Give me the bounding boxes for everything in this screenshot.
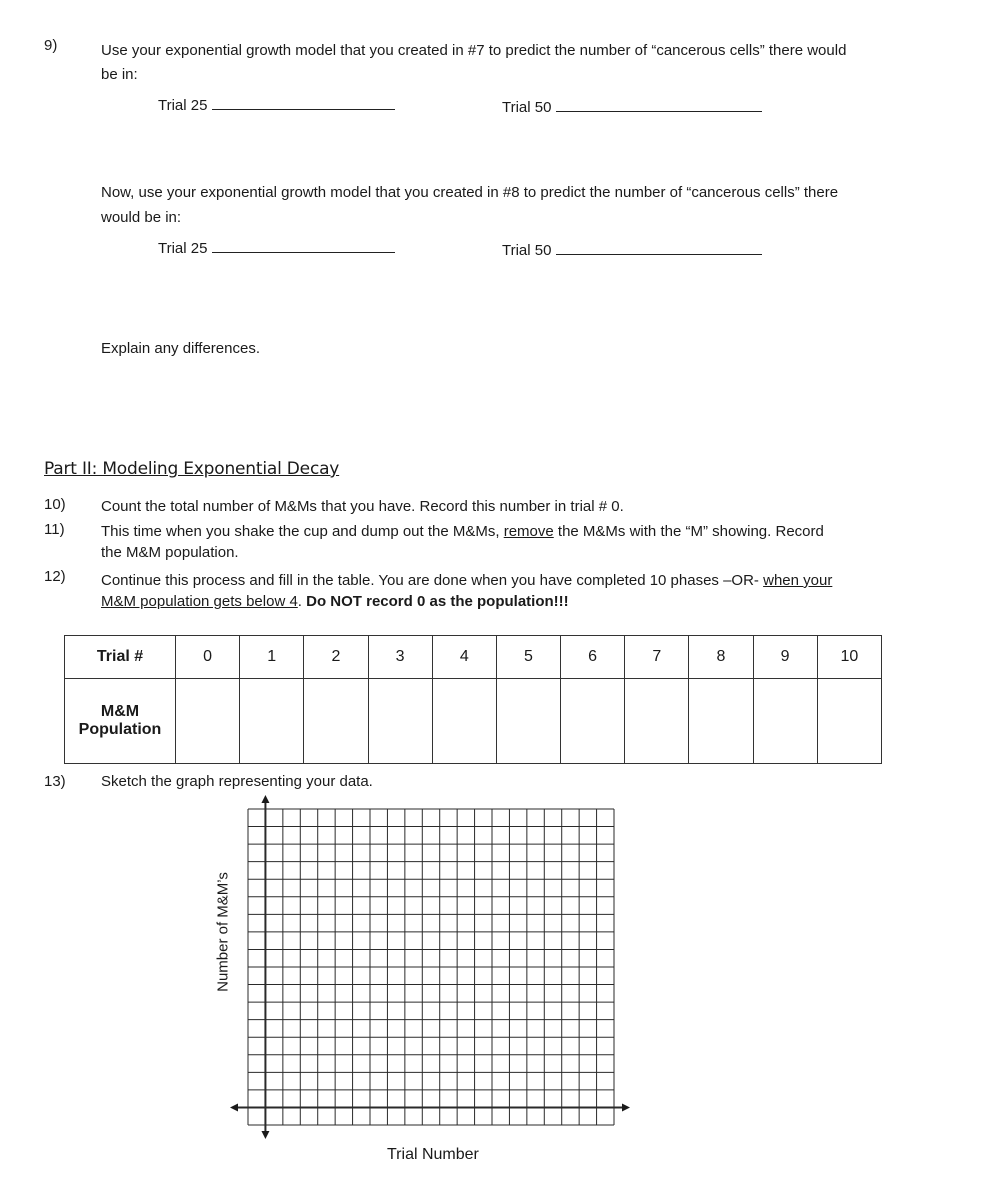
trial-cell: 7 [625, 636, 689, 679]
trial-25b-label [158, 238, 395, 257]
population-input-cell[interactable] [176, 679, 240, 764]
trial-50b-answer-blank[interactable] [556, 240, 762, 255]
trial-50-label [502, 97, 762, 116]
question-11-remove: remove [503, 523, 554, 540]
population-input-cell[interactable] [368, 679, 432, 764]
question-11-text-line2: the M&M population. [101, 544, 239, 561]
population-input-cell[interactable] [432, 679, 496, 764]
question-12-text-a: Continue this process and fill in the table. You are done when you have completed 10 phases –OR- [101, 572, 764, 589]
population-input-cell[interactable] [561, 679, 625, 764]
population-header-cell [65, 679, 176, 764]
trial-25-text: Trial 25 [158, 97, 208, 114]
trial-header-cell: Trial # [65, 636, 176, 679]
population-input-cell[interactable] [689, 679, 753, 764]
graph-grid[interactable] [230, 795, 630, 1140]
population-input-cell[interactable] [753, 679, 817, 764]
y-axis-up-arrow-icon [261, 795, 269, 803]
question-number-10: 10) [44, 496, 66, 513]
question-9-now-line2: would be in: [101, 209, 182, 226]
question-12-text-line1 [101, 570, 832, 591]
question-10-text: Count the total number of M&Ms that you have. Record this number in trial # 0. [101, 498, 624, 515]
population-input-cell[interactable] [304, 679, 368, 764]
population-table [64, 635, 882, 764]
trial-cell: 8 [689, 636, 753, 679]
question-11-text-line1 [101, 521, 824, 542]
trial-50b-label [502, 240, 762, 259]
question-9-now-line1: Now, use your exponential growth model that you created in #8 to predict the number of “cancerous cells” there [101, 184, 839, 201]
trial-50-answer-blank[interactable] [556, 97, 762, 112]
question-12-text-line2 [101, 591, 569, 612]
y-axis-label: Number of M&M’s [214, 872, 232, 992]
question-9-text-line1: Use your exponential growth model that you created in #7 to predict the number of “cancerous cells” there would [101, 42, 847, 59]
population-input-cell[interactable] [240, 679, 304, 764]
trial-cell: 0 [176, 636, 240, 679]
trial-25-answer-blank[interactable] [212, 95, 395, 110]
trial-cell: 6 [561, 636, 625, 679]
question-12-underlined-2: M&M population gets below 4 [101, 593, 298, 610]
sketch-graph[interactable] [230, 795, 630, 1140]
trial-cell: 5 [496, 636, 560, 679]
part-2-heading: Part II: Modeling Exponential Decay [44, 459, 340, 479]
question-11-text-a: This time when you shake the cup and dump out the M&Ms, [101, 523, 504, 540]
trial-cell: 9 [753, 636, 817, 679]
population-header-line2: Population [78, 721, 162, 739]
question-12-text-b: . [297, 593, 307, 610]
y-axis-down-arrow-icon [261, 1131, 269, 1139]
trial-25-label [158, 95, 395, 114]
question-9-text-line2: be in: [101, 66, 138, 83]
population-input-cell[interactable] [817, 679, 881, 764]
question-number-9: 9) [44, 37, 58, 54]
x-axis-label: Trial Number [387, 1146, 479, 1163]
question-12-bold-warning: Do NOT record 0 as the population!!! [306, 593, 569, 610]
question-number-12: 12) [44, 568, 66, 585]
trial-cell: 10 [817, 636, 881, 679]
trial-50b-text: Trial 50 [502, 242, 552, 259]
trial-25b-text: Trial 25 [158, 240, 208, 257]
trial-row [65, 636, 882, 679]
question-number-11: 11) [44, 521, 65, 538]
trial-cell: 1 [240, 636, 304, 679]
trial-cell: 2 [304, 636, 368, 679]
question-11-text-b: the M&Ms with the “M” showing. Record [553, 523, 824, 540]
population-header-line1: M&M [100, 703, 140, 721]
question-13-text: Sketch the graph representing your data. [101, 773, 373, 790]
question-12-underlined-1: when your [763, 572, 833, 589]
x-axis-left-arrow-icon [230, 1103, 238, 1111]
population-input-cell[interactable] [496, 679, 560, 764]
explain-differences-text: Explain any differences. [101, 340, 260, 357]
trial-cell: 3 [368, 636, 432, 679]
population-row [65, 679, 882, 764]
trial-25b-answer-blank[interactable] [212, 238, 395, 253]
question-number-13: 13) [44, 773, 66, 790]
trial-cell: 4 [432, 636, 496, 679]
population-input-cell[interactable] [625, 679, 689, 764]
x-axis-right-arrow-icon [622, 1103, 630, 1111]
trial-50-text: Trial 50 [502, 99, 552, 116]
